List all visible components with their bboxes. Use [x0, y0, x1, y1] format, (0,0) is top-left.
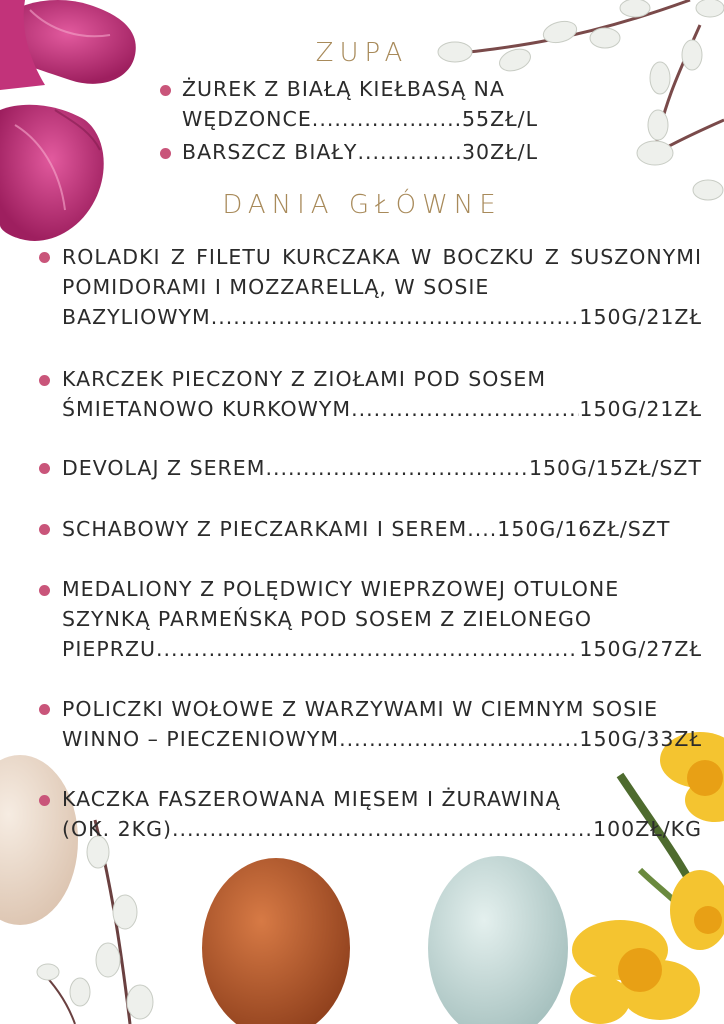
soup-item-price: 30ZŁ/L — [462, 140, 538, 164]
eggs-and-flowers-illustration — [0, 720, 724, 1024]
main-item-name: ŚMIETANOWO KURKOWYM — [62, 397, 352, 421]
main-item-price: 150G/21ZŁ — [579, 397, 702, 421]
bullet-icon — [39, 375, 50, 386]
main-item-name: BAZYLIOWYM — [62, 305, 211, 329]
soup-item-zurek — [182, 74, 538, 134]
main-item-text: MEDALIONY Z POLĘDWICY WIEPRZOWEJ OTULONE — [62, 577, 620, 601]
soup-item-name: WĘDZONCE — [182, 107, 312, 131]
soup-item-price-line — [182, 104, 538, 134]
dotted-leader — [339, 724, 579, 754]
main-item-price: 100ZŁ/KG — [593, 817, 702, 841]
main-item-medaliony — [62, 574, 702, 664]
main-item-price: 150G/27ZŁ — [579, 637, 702, 661]
dotted-leader — [351, 394, 579, 424]
main-item-price-line — [62, 453, 702, 483]
main-item-kaczka — [62, 784, 702, 844]
main-item-roladki — [62, 242, 702, 332]
main-item-name: WINNO – PIECZENIOWYM — [62, 727, 340, 751]
dotted-leader — [357, 137, 462, 167]
mains-heading: DANIA GŁÓWNE — [222, 190, 502, 220]
main-item-text: POLICZKI WOŁOWE Z WARZYWAMI W CIEMNYM SOSIE — [62, 697, 659, 721]
main-item-text: KARCZEK PIECZONY Z ZIOŁAMI POD SOSEM — [62, 367, 547, 391]
main-item-price-line — [62, 394, 702, 424]
main-item-name: (OK. 2KG) — [62, 817, 172, 841]
bullet-icon — [39, 704, 50, 715]
main-item-name: PIEPRZU — [62, 637, 157, 661]
main-item-price-line — [62, 302, 702, 332]
bullet-icon — [39, 252, 50, 263]
dotted-leader — [312, 104, 462, 134]
main-item-text: SZYNKĄ PARMEŃSKĄ POD SOSEM Z ZIELONEGO — [62, 607, 593, 631]
soup-heading: ZUPA — [315, 38, 409, 68]
main-item-price: 150G/15ZŁ/SZT — [528, 456, 702, 480]
main-item-price: 150G/21ZŁ — [579, 305, 702, 329]
soup-item-barszcz — [182, 137, 538, 167]
dotted-leader — [156, 634, 579, 664]
main-item-price: 150G/33ZŁ — [579, 727, 702, 751]
dotted-leader — [172, 814, 593, 844]
main-item-karczek — [62, 364, 702, 424]
main-item-price-line — [62, 814, 702, 844]
soup-item-price: 55ZŁ/L — [462, 107, 538, 131]
bullet-icon — [160, 85, 171, 96]
bullet-icon — [160, 148, 171, 159]
bullet-icon — [39, 795, 50, 806]
bullet-icon — [39, 463, 50, 474]
soup-item-line: ŻUREK Z BIAŁĄ KIEŁBASĄ NA — [182, 77, 505, 101]
bullet-icon — [39, 524, 50, 535]
main-item-price-line — [62, 724, 702, 754]
main-item-devolaj — [62, 453, 702, 483]
dotted-leader — [211, 302, 580, 332]
dotted-leader — [265, 453, 529, 483]
main-item-text: ROLADKI Z FILETU KURCZAKA W BOCZKU Z SUSZONYMI POMIDORAMI I MOZZARELLĄ, W SOSIE — [62, 245, 702, 299]
bullet-icon — [39, 585, 50, 596]
soup-item-price-line — [182, 137, 538, 167]
main-item-text: KACZKA FASZEROWANA MIĘSEM I ŻURAWINĄ — [62, 787, 561, 811]
main-item-policzki — [62, 694, 702, 754]
main-item-schabowy — [62, 514, 702, 544]
main-item-name: DEVOLAJ Z SEREM — [62, 456, 266, 480]
main-item-text: SCHABOWY Z PIECZARKAMI I SEREM....150G/16ZŁ/SZT — [62, 517, 671, 541]
main-item-price-line — [62, 634, 702, 664]
soup-item-name: BARSZCZ BIAŁY — [182, 140, 358, 164]
